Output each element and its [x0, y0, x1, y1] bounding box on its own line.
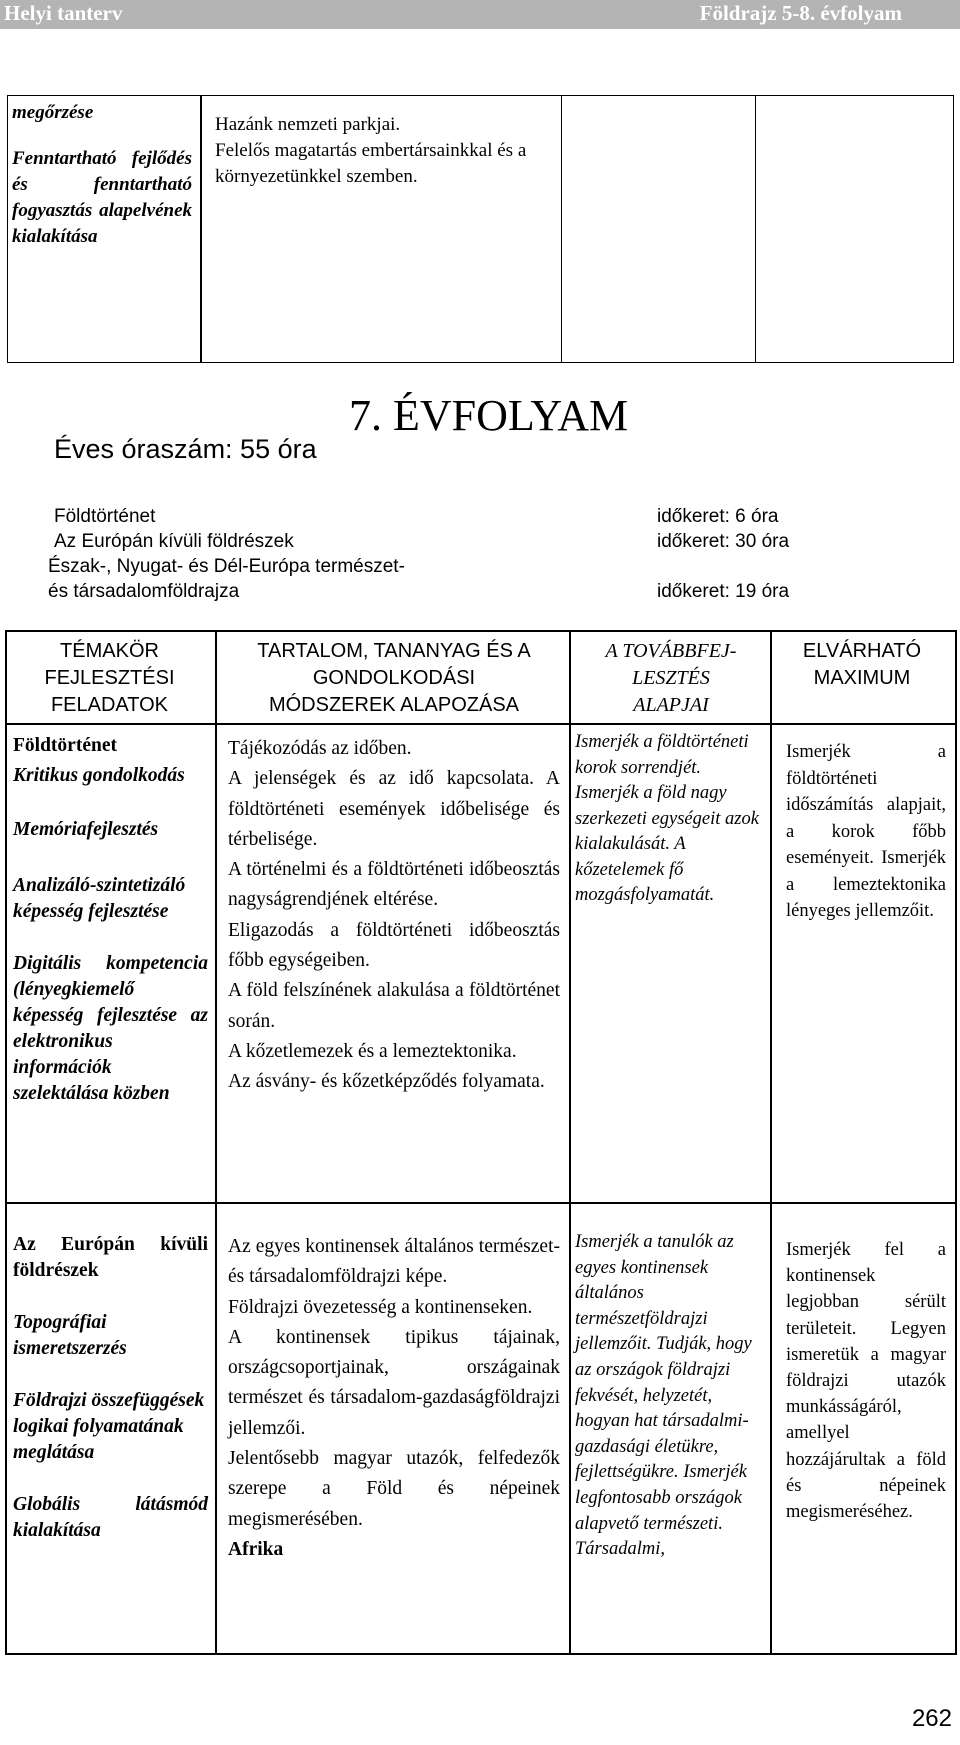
row2-content-cell: Az egyes kontinensek általános természet- és társadalomföldrajzi képe. Földrajzi övezetesség a kontinenseken. A kontinensek tipikus tájainak, országcsoportjainak, országainak természet és társadalom-gazdaságföldrajzi jellemzői. Jelentősebb magyar utazók, felfedezők szerepe a Föld és népeinek megismerésében. Afrika [228, 1236, 560, 1560]
top-col2: Hazánk nemzeti parkjai. Felelős magatartás embertársainkkal és a környezetünkkel szemben. [215, 114, 527, 187]
header-left: Helyi tanterv [4, 1, 123, 25]
row2-topic-cell: Az Európán kívüli földrészek Topográfiai ismeretszerzés Földrajzi összefüggések logikai folyamatának meglátása Globális látásmód kialakítása [13, 1234, 208, 1541]
row1-content-cell: Tájékozódás az időben. A jelenségek és az idő kapcsolata. A földtörténeti események időbelisége és térbelisége. A történelmi és a földtörténeti időbeosztás nagyságrendjének eltérése. Eligazodás a földtörténeti időbeosztás főbb egységeiben. A föld felszínének alakulása a földtörténet során. A kőzetlemezek és a lemeztektonika. Az ásvány- és kőzetképződés folyamata. [228, 738, 560, 1093]
header-right: Földrajz 5-8. évfolyam [699, 1, 902, 25]
page-header [0, 0, 960, 29]
top-col1: megőrzése Fenntartható fejlődés és fenntartható fogyasztás alapelvének kialakítása [12, 102, 192, 247]
header-content: TARTALOM, TANANYAG ÉS A GONDOLKODÁSI MÓDSZEREK ALAPOZÁSA [257, 640, 531, 716]
grade-title: 7. ÉVFOLYAM [349, 391, 629, 440]
timeframe-list: időkeret: 6 óra időkeret: 30 óra időkeret: 19 óra [657, 506, 790, 602]
row1-topic-cell: Földtörténet Kritikus gondolkodás Memóriafejlesztés Analizáló-szintetizáló képesség fejlesztése Digitális kompetencia (lényegkiemelő képesség fejlesztése az elektronikus információk szelektálása közben [13, 735, 208, 1104]
row1-basis-cell: Ismerjék a földtörténeti korok sorrendjét. Ismerjék a föld nagy szerkezeti egységeit azok kialakulását. A kőzetelemek fő mozgásfolyamatát. [575, 732, 759, 905]
topic-list: Földtörténet Az Európán kívüli földrészek Észak-, Nyugat- és Dél-Európa természet- és társadalomföldrajza [48, 506, 405, 602]
row1-max-cell: Ismerjék a földtörténeti időszámítás alapjait, a korok főbb eseményeit. Ismerjék a lemeztektonika lényeges jellemzőit. [786, 742, 946, 921]
header-topics: TÉMAKÖR FEJLESZTÉSI FELADATOK [44, 640, 175, 716]
row2-basis-cell: Ismerjék a tanulók az egyes kontinensek általános természetföldrajzi jellemzőit. Tudják, hogy az országok földrajzi fekvését, helyzetét, hogyan hat társadalmi-gazdasági életükre, fejlettségükre. Ismerjék legfontosabb országok alapvető természeti. Társadalmi, [575, 1232, 752, 1560]
page-number: 262 [911, 1705, 952, 1732]
header-max: ELVÁRHATÓ MAXIMUM [802, 640, 922, 689]
row2-max-cell: Ismerjék fel a kontinensek legjobban sérült területeit. Legyen ismeretük a magyar földrajzi utazók munkásságáról, amellyel hozzájárultak a föld és népeinek megismeréséhez. [786, 1240, 946, 1523]
header-basis: A TOVÁBBFEJ- LESZTÉS ALAPJAI [605, 640, 737, 716]
annual-hours: Éves óraszám: 55 óra [54, 434, 317, 464]
